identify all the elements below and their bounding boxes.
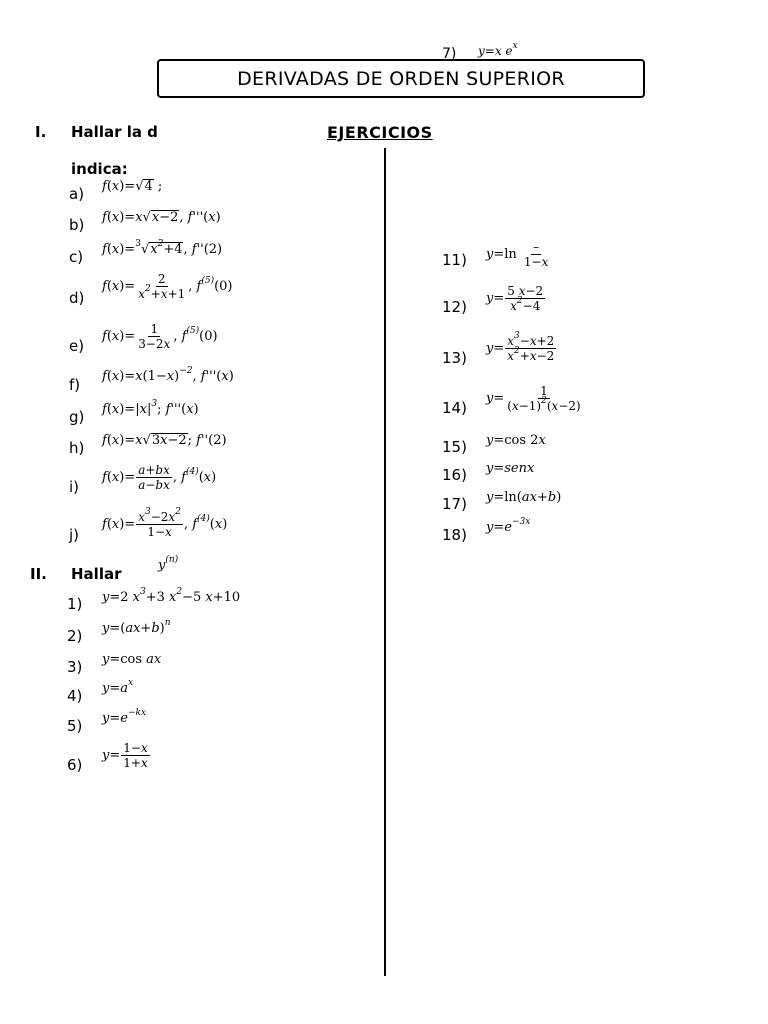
section-1-instruction-cont: indica: (71, 160, 128, 178)
item-f-expression: $f(x)=x(1-x)^{-2}$, f'''(x) (102, 366, 234, 384)
item-11-expression: y=ln $\frac{-}{1-x}$ (486, 240, 549, 269)
item-13-label: 13) (442, 349, 467, 367)
item-h-label: h) (69, 439, 85, 457)
item-c-expression: $f(x)=^3√x^2+4$, f''(2) (102, 239, 223, 257)
item-5-label: 5) (67, 717, 83, 735)
item-c-label: c) (69, 248, 84, 266)
item-14-label: 14) (442, 399, 467, 417)
item-b-label: b) (69, 216, 85, 234)
item-h-expression: f(x)=x√3x−2; f''(2) (102, 433, 227, 448)
section-2-instruction: Hallar (71, 565, 122, 583)
item-18-expression: $y=e^{-3x}$ (486, 517, 531, 535)
item-b-expression: f(x)=x√x−2, f'''(x) (102, 210, 221, 225)
item-6-label: 6) (67, 756, 83, 774)
item-i-label: i) (69, 478, 80, 496)
item-12-expression: y= $\frac{5 x-2}{x^2-4}$ (486, 284, 544, 313)
section-1-roman: I. (35, 123, 47, 141)
item-7-expression: y=x $e^x$ (478, 41, 518, 58)
item-d-label: d) (69, 289, 85, 307)
item-17-label: 17) (442, 495, 467, 513)
item-3-label: 3) (67, 658, 83, 676)
item-4-expression: $y=a^x$ (102, 678, 134, 696)
item-15-label: 15) (442, 438, 467, 456)
item-2-expression: $y=(ax+b)^n$ (102, 618, 171, 636)
item-f-label: f) (69, 376, 81, 394)
item-1-label: 1) (67, 595, 83, 613)
item-4-label: 4) (67, 687, 83, 705)
item-11-label: 11) (442, 251, 467, 269)
item-13-expression: y= $\frac{x^3-x+2}{x^2+x-2}$ (486, 331, 555, 363)
item-12-label: 12) (442, 298, 467, 316)
item-7-number: 7) (442, 46, 457, 62)
item-1-expression: y=2 $x^3+3$ $x^2-5$ x+10 (102, 587, 241, 605)
nth-derivative-symbol: $y^{(n)}$ (158, 555, 179, 573)
item-j-label: j) (69, 526, 80, 544)
item-j-expression: f(x)= $\frac{x^3-2x^2}{1-x}$ , $f^{(4)}(x)$ (102, 507, 228, 539)
item-3-expression: y=cos ax (102, 652, 162, 667)
item-16-expression: y=senx (486, 461, 535, 476)
item-a-expression: f(x)=√4 ; (102, 179, 163, 194)
item-e-expression: f(x)= $\frac{1}{3-2x}$ , $f^{(5)}(0)$ (102, 322, 218, 351)
item-e-label: e) (69, 337, 85, 355)
column-divider (384, 148, 386, 976)
item-5-expression: $y=e^{-kx}$ (102, 708, 147, 726)
item-15-expression: y=cos 2x (486, 433, 546, 448)
item-6-expression: y= $\frac{1-x}{1+x}$ (102, 741, 148, 770)
item-d-expression: f(x)= $\frac{2}{x^2+x+1}$ , $f^{(5)}(0)$ (102, 272, 233, 301)
item-a-label: a) (69, 185, 85, 203)
item-g-expression: $f(x)=|x|^3$; f'''(x) (102, 399, 199, 417)
section-1-instruction: Hallar la d (71, 123, 158, 141)
item-16-label: 16) (442, 466, 467, 484)
item-2-label: 2) (67, 627, 83, 645)
item-17-expression: y=ln(ax+b) (486, 490, 562, 505)
section-2-roman: II. (30, 565, 47, 583)
item-i-expression: f(x)= $\frac{a+bx}{a-bx}$ , $f^{(4)}(x)$ (102, 463, 217, 492)
exercises-heading: EJERCICIOS (327, 123, 433, 142)
item-g-label: g) (69, 408, 85, 426)
item-14-expression: y= $\frac{1}{(x-1)^2(x-2)}$ (486, 384, 581, 413)
item-18-label: 18) (442, 526, 467, 544)
page-title: DERIVADAS DE ORDEN SUPERIOR (157, 59, 645, 98)
